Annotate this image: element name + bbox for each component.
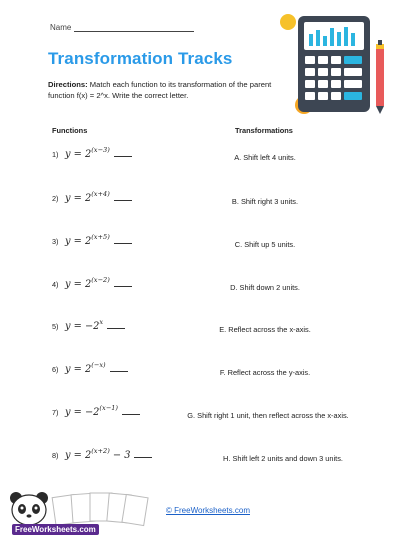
function-base: y = −2	[65, 407, 100, 418]
function-exponent: (x−3)	[91, 146, 110, 154]
answer-blank[interactable]	[110, 365, 128, 372]
functions-header: Functions	[52, 126, 88, 135]
function-row-8	[52, 447, 152, 461]
yellow-dot-icon	[280, 14, 296, 30]
function-row-3	[52, 233, 132, 247]
function-base: y = 2	[65, 450, 92, 461]
transformation-f: F. Reflect across the y-axis.	[219, 368, 311, 377]
function-exponent: (x+2)	[91, 447, 110, 455]
row-number: 1)	[52, 150, 59, 159]
function-tail: − 3	[109, 450, 131, 461]
transformation-e: E. Reflect across the x-axis.	[219, 325, 311, 334]
calculator-illustration	[272, 8, 412, 116]
function-row-7	[52, 404, 140, 418]
answer-blank[interactable]	[122, 408, 140, 415]
transformation-h: H. Shift left 2 units and down 3 units.	[223, 454, 343, 463]
function-exponent: (x−1)	[99, 404, 119, 412]
row-number: 4)	[52, 280, 59, 289]
answer-blank[interactable]	[107, 322, 125, 329]
transformation-g: G. Shift right 1 unit, then reflect across the x-axis.	[187, 411, 349, 420]
page-title: Transformation Tracks	[48, 49, 233, 68]
directions	[48, 79, 288, 101]
answer-blank[interactable]	[114, 194, 132, 201]
function-exponent: (−x)	[91, 361, 106, 369]
function-exponent: x	[99, 318, 104, 326]
row-number: 3)	[52, 237, 59, 246]
function-base: y = 2	[65, 193, 92, 204]
function-row-5	[52, 318, 125, 332]
transformation-b: B. Shift right 3 units.	[231, 197, 299, 206]
directions-label: Directions:	[48, 80, 88, 89]
transformations-header: Transformations	[235, 126, 293, 135]
answer-blank[interactable]	[114, 150, 132, 157]
function-base: y = 2	[65, 149, 92, 160]
answer-blank[interactable]	[134, 451, 152, 458]
brand-logo-text: FreeWorksheets.com	[12, 524, 99, 535]
name-field[interactable]	[50, 23, 194, 32]
answer-blank[interactable]	[114, 237, 132, 244]
row-number: 5)	[52, 322, 59, 331]
function-row-1	[52, 146, 132, 160]
function-exponent: (x−2)	[91, 276, 110, 284]
function-exponent: (x+5)	[91, 233, 110, 241]
row-number: 7)	[52, 408, 59, 417]
function-base: y = −2	[65, 321, 100, 332]
function-row-6	[52, 361, 128, 375]
transformation-c: C. Shift up 5 units.	[234, 240, 296, 249]
directions-text: Match each function to its transformation of the parent function f(x) = 2^x. Write the correct letter.	[48, 80, 272, 100]
name-line[interactable]	[74, 23, 194, 32]
function-row-2	[52, 190, 132, 204]
transformation-d: D. Shift down 2 units.	[230, 283, 300, 292]
function-exponent: (x+4)	[91, 190, 110, 198]
row-number: 2)	[52, 194, 59, 203]
transformation-a: A. Shift left 4 units.	[234, 153, 296, 162]
footer-link[interactable]: © FreeWorksheets.com	[166, 506, 250, 515]
function-base: y = 2	[65, 236, 92, 247]
function-row-4	[52, 276, 132, 290]
row-number: 6)	[52, 365, 59, 374]
name-label: Name	[50, 23, 72, 32]
function-base: y = 2	[65, 364, 92, 375]
answer-blank[interactable]	[114, 280, 132, 287]
pencil-illustration	[376, 40, 384, 114]
function-base: y = 2	[65, 279, 92, 290]
row-number: 8)	[52, 451, 59, 460]
